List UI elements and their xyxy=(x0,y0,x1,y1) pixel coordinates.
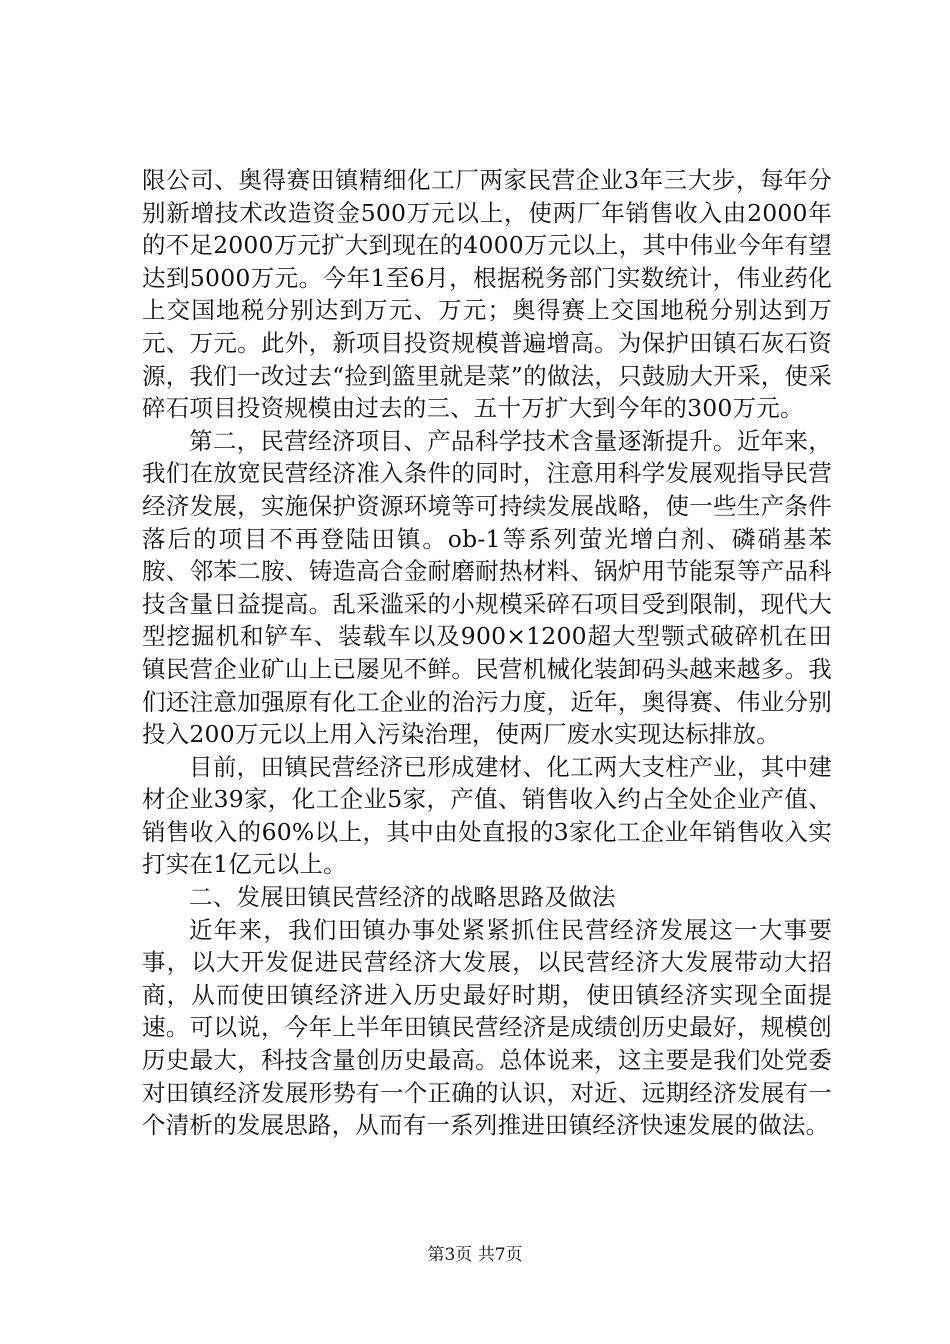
paragraph-strategy: 近年来，我们田镇办事处紧紧抓住民营经济发展这一大事要事，以大开发促进民营经济大发展，以民营经济大发展带动大招商，从而使田镇经济进入历史最好时期，使田镇经济实现全面提速。可以说，今年上半年田镇民营经济是成绩创历史最好，规模创历史最大，科技含量创历史最高。总体说来，这主要是我们处党委对田镇经济发展形势有一个正确的认识，对近、远期经济发展有一个清析的发展思路，从而有一系列推进田镇经济快速发展的做法。 xyxy=(142,915,832,1140)
paragraph-second-point: 第二，民营经济项目、产品科学技术含量逐渐提升。近年来，我们在放宽民营经济准入条件的同时，注意用科学发展观指导民营经济发展，实施保护资源环境等可持续发展战略，使一些生产条件落后的项目不再登陆田镇。ob-1等系列萤光增白剂、磷硝基苯胺、邻苯二胺、铸造高合金耐磨耐热材料、锅炉用节能泵等产品科技含量日益提高。乱采滥采的小规模采碎石项目受到限制，现代大型挖掘机和铲车、装载车以及900×1200超大型颚式破碎机在田镇民营企业矿山上已屡见不鲜。民营机械化装卸码头越来越多。我们还注意加强原有化工企业的治污力度，近年，奥得赛、伟业分别投入200万元以上用入污染治理，使两厂废水实现达标排放。 xyxy=(142,426,832,749)
section-heading: 二、发展田镇民营经济的战略思路及做法 xyxy=(189,883,616,912)
paragraph-continuation: 限公司、奥得赛田镇精细化工厂两家民营企业3年三大步，每年分别新增技术改造资金500万元以上，使两厂年销售收入由2000年的不足2000万元扩大到现在的4000万元以上，其中伟业今年有望达到5000万元。今年1至6月，根据税务部门实数统计，伟业药化上交国地税分别达到万元、万元；奥得赛上交国地税分别达到万元、万元。此外，新项目投资规模普遍增高。为保护田镇石灰石资源，我们一改过去“捡到篮里就是菜”的做法，只鼓励大开采，使采碎石项目投资规模由过去的三、五十万扩大到今年的300万元。 xyxy=(142,166,833,423)
paragraph-current-status: 目前，田镇民营经济已形成建材、化工两大支柱产业，其中建材企业39家，化工企业5家，产值、销售收入约占全处企业产值、销售收入的60%以上，其中由处直报的3家化工企业年销售收入实打实在1亿元以上。 xyxy=(142,752,832,879)
page-number-footer: 第3页 共7页 xyxy=(427,1245,523,1265)
document-body xyxy=(142,164,832,1142)
